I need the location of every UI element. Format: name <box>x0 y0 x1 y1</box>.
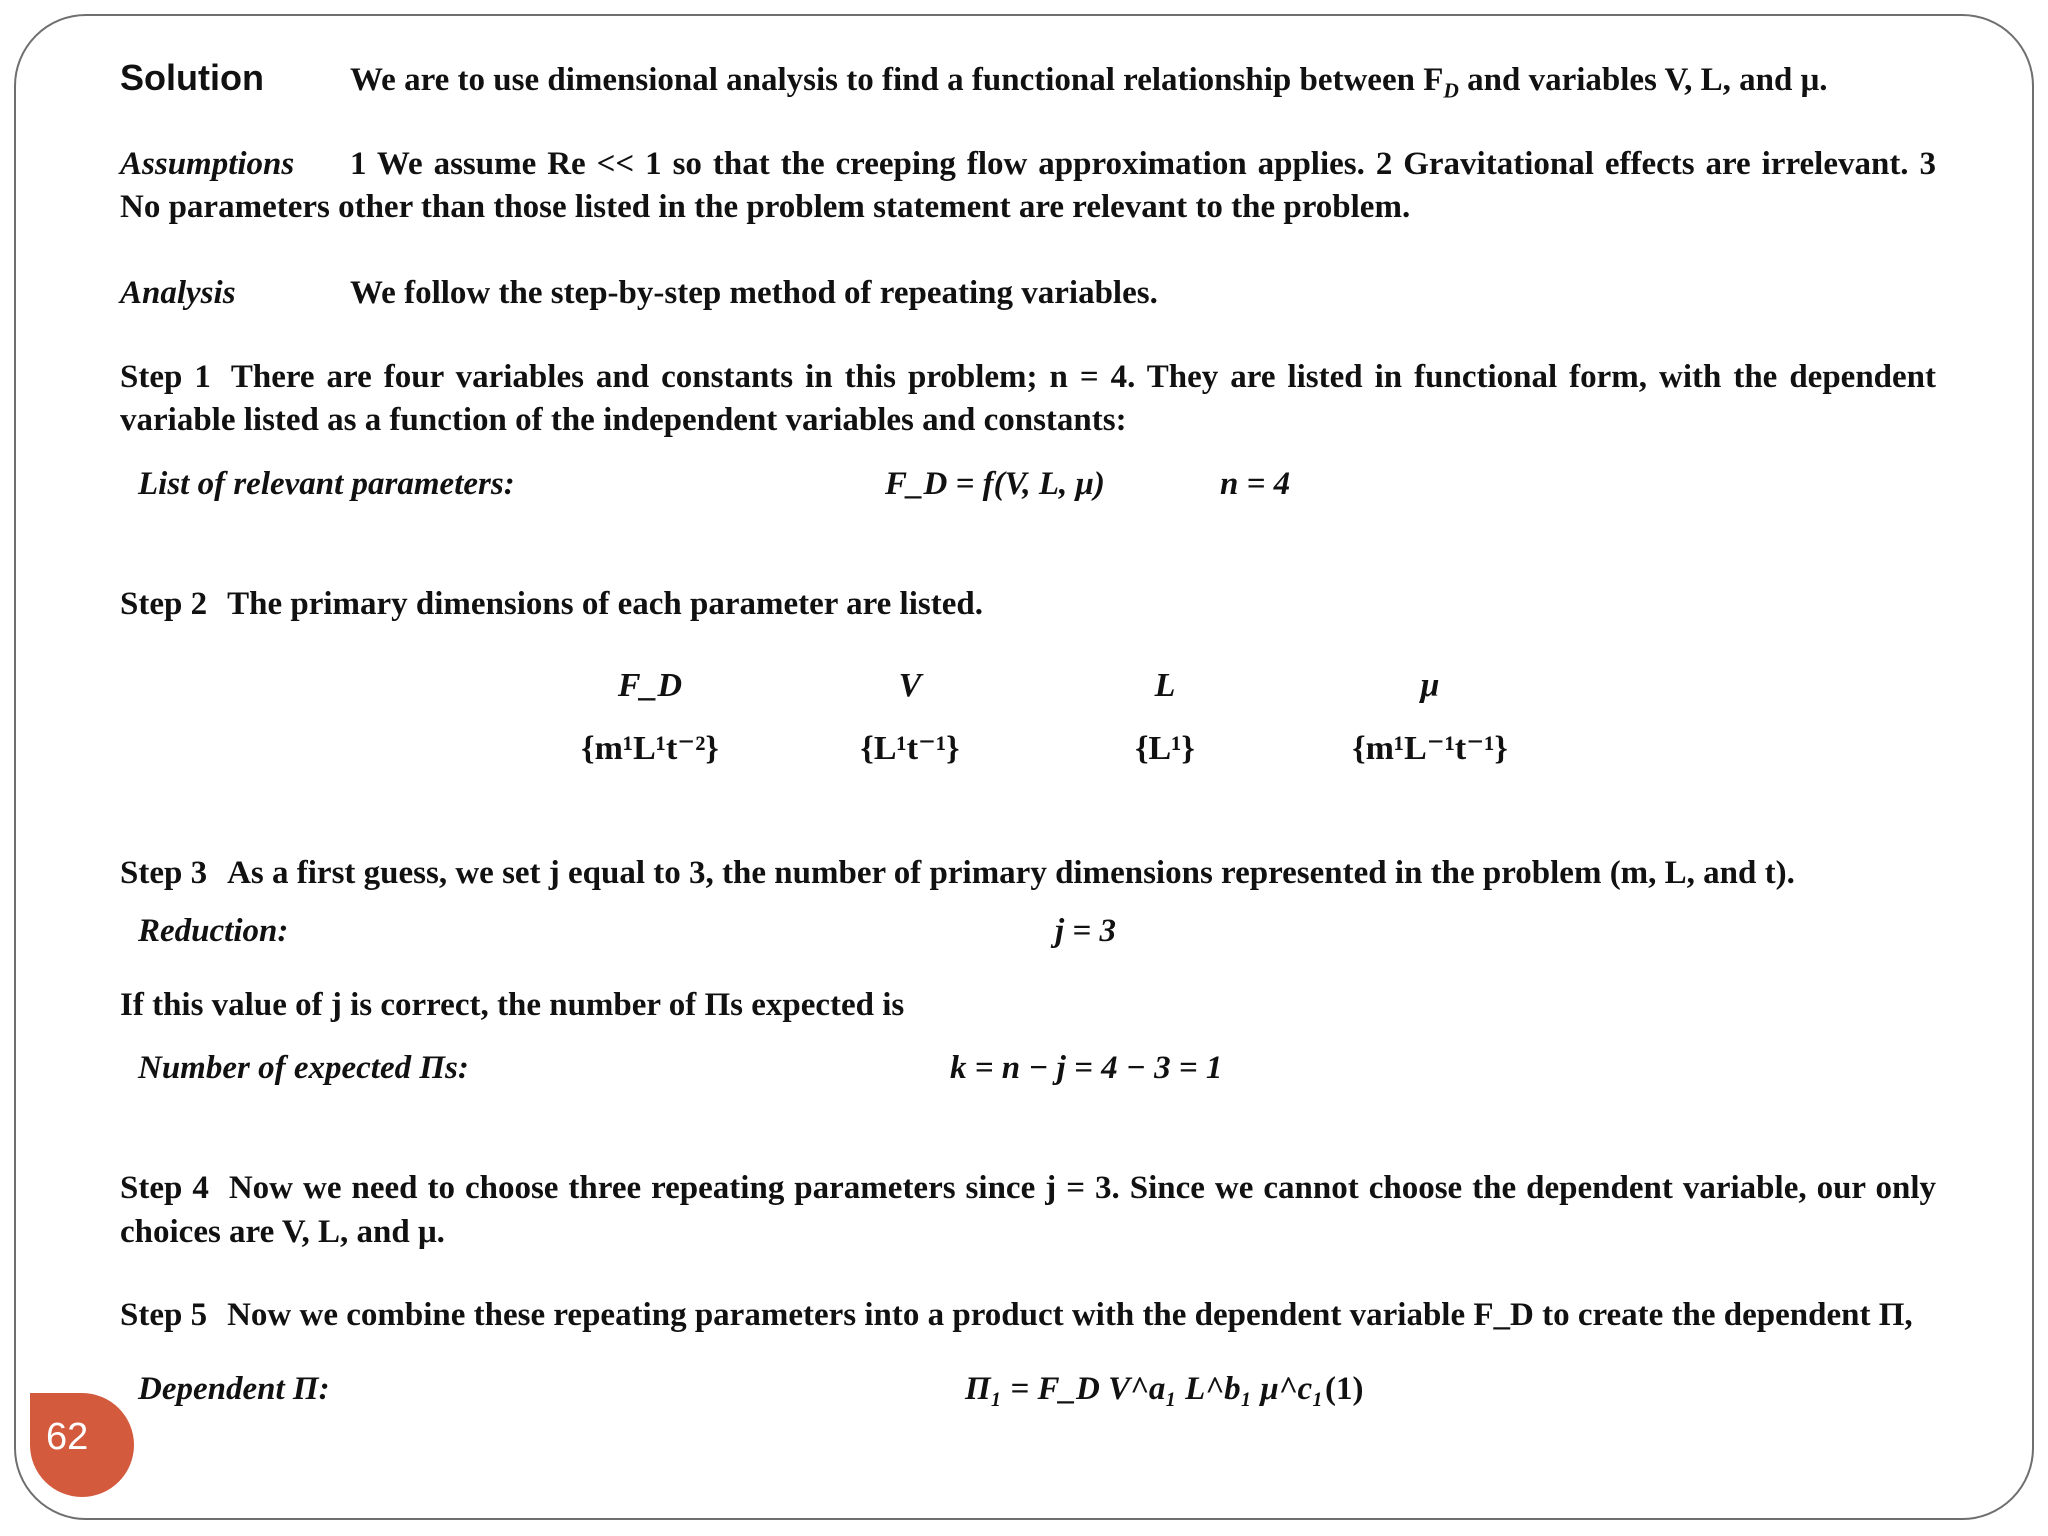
step5-equation: Π₁ = F_D V^a₁ L^b₁ μ^c₁ <box>965 1370 1324 1407</box>
assumptions-text: 1 We assume Re << 1 so that the creeping flow approximation applies. 2 Gravitational effects are irrelevant. 3 No parameters other than those listed in the problem statement are relevant to the problem. <box>120 145 1936 226</box>
step3-equation-row <box>120 910 1936 960</box>
step1-label: Step 1 <box>120 358 211 395</box>
step2-text: The primary dimensions of each parameter are listed. <box>227 585 983 622</box>
step1-equation-row <box>120 463 1936 513</box>
solution-paragraph <box>120 54 1936 105</box>
step3-text: As a first guess, we set j equal to 3, the number of primary dimensions represented in the problem (m, L, and t). <box>227 855 1795 892</box>
dim-value: {L¹t⁻¹} <box>860 730 960 768</box>
step2-label: Step 2 <box>120 585 208 622</box>
step5-paragraph <box>120 1294 1936 1338</box>
solution-text: We are to use dimensional analysis to find a functional relationship between $F_D$ and variables V, L, and μ. <box>350 62 1828 103</box>
step5-equation-row <box>120 1368 1936 1418</box>
step4-label: Step 4 <box>120 1170 209 1207</box>
step4-paragraph <box>120 1167 1936 1254</box>
step1-paragraph <box>120 356 1936 443</box>
step1-text: There are four variables and constants in this problem; n = 4. They are listed in functional form, with the dependent variable listed as a function of the independent variables and constants: <box>120 358 1937 439</box>
dim-col-fd <box>540 664 760 772</box>
step3-equation2: k = n − j = 4 − 3 = 1 <box>950 1050 1223 1087</box>
dim-symbol: L <box>1154 667 1176 705</box>
analysis-text: We follow the step-by-step method of repeating variables. <box>350 275 1158 311</box>
dim-col-v <box>800 664 1020 772</box>
assumptions-label: Assumptions <box>120 145 295 182</box>
dim-symbol: F_D <box>617 667 683 705</box>
dim-value: {L¹} <box>1135 730 1195 768</box>
step5-equation-number: (1) <box>1325 1370 1364 1407</box>
page-number: 62 <box>46 1416 89 1458</box>
step5-text: Now we combine these repeating parameters into a product with the dependent variable F_D to create the dependent Π, <box>227 1297 1913 1334</box>
step2-paragraph <box>120 583 1936 627</box>
step3-paragraph <box>120 852 1936 896</box>
solution-label: Solution <box>120 57 264 98</box>
step3-equation2-row <box>120 1047 1936 1097</box>
assumptions-paragraph <box>120 143 1936 230</box>
step5-label: Step 5 <box>120 1297 208 1334</box>
dim-col-mu <box>1320 664 1540 772</box>
step5-eq-label: Dependent Π: <box>138 1370 330 1407</box>
step1-eq-label: List of relevant parameters: <box>138 465 515 502</box>
step3-eq2-label: Number of expected Πs: <box>138 1050 469 1087</box>
step3-text2: If this value of j is correct, the number of Πs expected is <box>120 986 905 1023</box>
step3-equation: j = 3 <box>1055 912 1116 949</box>
dimensions-table <box>120 664 1936 824</box>
step3-label: Step 3 <box>120 855 208 892</box>
dim-symbol: μ <box>1420 667 1440 705</box>
dim-value: {m¹L¹t⁻²} <box>581 730 719 768</box>
step1-equation-n: n = 4 <box>1220 465 1291 502</box>
step1-equation: F_D = f(V, L, μ) <box>885 465 1105 502</box>
dim-value: {m¹L⁻¹t⁻¹} <box>1352 730 1508 768</box>
solution-document <box>120 50 1936 1418</box>
dim-col-l <box>1055 664 1275 772</box>
dim-symbol: V <box>898 667 922 705</box>
step4-text: Now we need to choose three repeating parameters since j = 3. Since we cannot choose the dependent variable, our only choices are V, L, and μ. <box>120 1170 1936 1250</box>
step3-eq-label: Reduction: <box>138 912 289 949</box>
analysis-label: Analysis <box>120 275 236 311</box>
analysis-paragraph <box>120 272 1936 316</box>
